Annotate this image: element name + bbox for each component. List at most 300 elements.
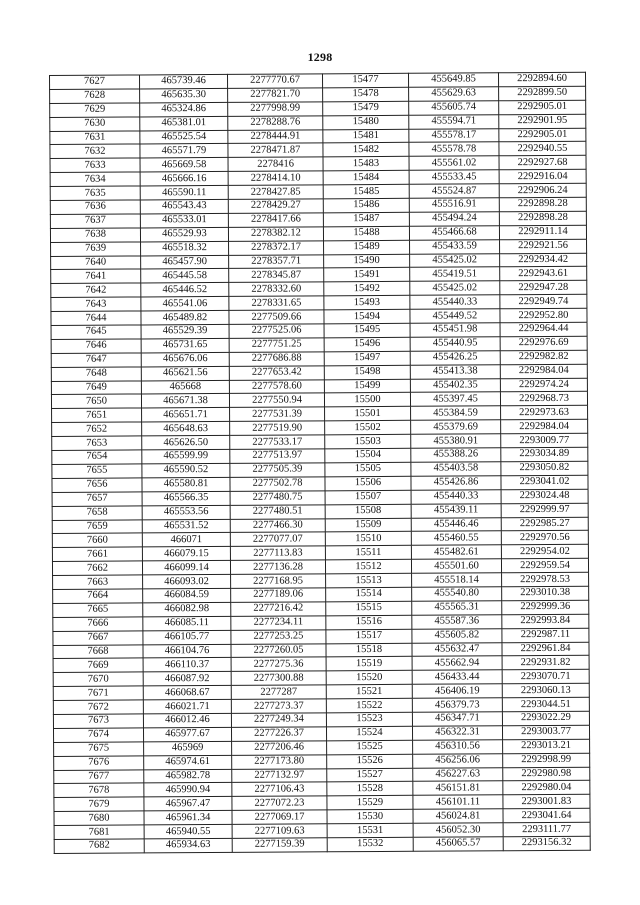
cell-northing-a: 2277466.30 xyxy=(230,518,325,532)
cell-point-id-a: 7682 xyxy=(54,839,144,853)
cell-northing-a: 2277216.42 xyxy=(231,602,326,616)
cell-easting-a: 465671.38 xyxy=(141,394,229,408)
cell-northing-a: 2278471.87 xyxy=(228,143,323,157)
cell-point-id-b: 15509 xyxy=(325,518,411,532)
coordinates-table xyxy=(49,72,591,854)
cell-point-id-a: 7670 xyxy=(53,672,143,686)
cell-point-id-b: 15482 xyxy=(323,143,409,157)
cell-northing-a: 2277480.75 xyxy=(230,491,325,505)
cell-easting-b: 455662.94 xyxy=(412,656,502,670)
cell-easting-a: 465446.52 xyxy=(141,283,229,297)
cell-point-id-b: 15516 xyxy=(326,615,412,629)
cell-point-id-b: 15525 xyxy=(327,740,413,754)
cell-easting-a: 465626.50 xyxy=(142,436,230,450)
cell-easting-b: 455494.24 xyxy=(409,212,499,226)
cell-easting-b: 456406.19 xyxy=(412,684,502,698)
cell-northing-a: 2277275.36 xyxy=(231,657,326,671)
cell-point-id-a: 7673 xyxy=(53,714,143,728)
cell-point-id-b: 15487 xyxy=(323,212,409,226)
cell-northing-a: 2278382.12 xyxy=(228,227,323,241)
cell-easting-a: 465525.54 xyxy=(140,130,228,144)
cell-easting-b: 455578.78 xyxy=(409,142,499,156)
cell-easting-a: 466087.92 xyxy=(143,672,231,686)
cell-northing-b: 2293041.64 xyxy=(503,808,590,822)
cell-northing-a: 2277132.97 xyxy=(232,768,327,782)
cell-easting-a: 465571.79 xyxy=(140,144,228,158)
cell-point-id-a: 7656 xyxy=(52,478,142,492)
cell-easting-a: 465541.06 xyxy=(141,297,229,311)
cell-northing-a: 2277069.17 xyxy=(232,810,327,824)
cell-northing-a: 2277653.42 xyxy=(229,366,324,380)
cell-easting-b: 455440.95 xyxy=(410,337,500,351)
cell-easting-b: 455433.59 xyxy=(410,239,500,253)
cell-easting-b: 456310.56 xyxy=(413,739,503,753)
cell-easting-a: 465489.82 xyxy=(141,311,229,325)
cell-northing-a: 2278414.10 xyxy=(228,171,323,185)
cell-northing-a: 2277525.06 xyxy=(229,324,324,338)
cell-easting-b: 455419.51 xyxy=(410,267,500,281)
cell-point-id-a: 7654 xyxy=(52,450,142,464)
cell-point-id-a: 7658 xyxy=(52,506,142,520)
cell-easting-a: 465533.01 xyxy=(140,213,228,227)
cell-point-id-a: 7681 xyxy=(54,825,144,839)
cell-easting-a: 465553.56 xyxy=(142,505,230,519)
cell-northing-a: 2277578.60 xyxy=(229,379,324,393)
cell-northing-b: 2293070.71 xyxy=(502,670,589,684)
cell-northing-a: 2277686.88 xyxy=(229,352,324,366)
cell-point-id-b: 15527 xyxy=(327,768,413,782)
cell-point-id-a: 7641 xyxy=(51,269,141,283)
cell-northing-b: 2293010.38 xyxy=(502,586,589,600)
cell-point-id-b: 15481 xyxy=(323,129,409,143)
cell-point-id-b: 15519 xyxy=(326,657,412,671)
cell-northing-b: 2292905.01 xyxy=(499,128,586,142)
cell-northing-b: 2292959.54 xyxy=(501,558,588,572)
cell-northing-b: 2292911.14 xyxy=(499,225,586,239)
cell-point-id-a: 7671 xyxy=(53,686,143,700)
cell-point-id-b: 15528 xyxy=(327,782,413,796)
cell-point-id-b: 15480 xyxy=(323,115,409,129)
cell-northing-b: 2292982.82 xyxy=(500,350,587,364)
cell-northing-b: 2293003.77 xyxy=(502,725,589,739)
cell-northing-a: 2278332.60 xyxy=(229,282,324,296)
cell-northing-a: 2277109.63 xyxy=(232,824,327,838)
cell-easting-b: 455460.55 xyxy=(411,531,501,545)
cell-point-id-a: 7650 xyxy=(51,394,141,408)
cell-northing-b: 2292947.28 xyxy=(500,281,587,295)
cell-easting-b: 456322.31 xyxy=(412,726,502,740)
cell-easting-b: 455516.91 xyxy=(409,198,499,212)
cell-easting-a: 466099.14 xyxy=(142,561,230,575)
cell-easting-a: 465518.32 xyxy=(141,241,229,255)
cell-northing-b: 2292931.82 xyxy=(502,656,589,670)
cell-easting-a: 465739.46 xyxy=(140,74,228,88)
cell-northing-a: 2278345.87 xyxy=(229,268,324,282)
cell-easting-b: 455402.35 xyxy=(410,378,500,392)
cell-northing-a: 2278331.65 xyxy=(229,296,324,310)
cell-northing-a: 2277751.25 xyxy=(229,338,324,352)
cell-easting-b: 455446.46 xyxy=(411,517,501,531)
cell-northing-b: 2292970.56 xyxy=(501,531,588,545)
cell-northing-a: 2277821.70 xyxy=(228,88,323,102)
cell-easting-a: 465445.58 xyxy=(141,269,229,283)
cell-northing-a: 2277260.05 xyxy=(231,643,326,657)
cell-easting-b: 455482.61 xyxy=(411,545,501,559)
cell-northing-b: 2292952.80 xyxy=(500,308,587,322)
cell-easting-b: 456052.30 xyxy=(413,823,503,837)
cell-easting-a: 465982.78 xyxy=(144,769,232,783)
cell-easting-a: 466085.11 xyxy=(143,616,231,630)
cell-northing-a: 2277106.43 xyxy=(232,782,327,796)
cell-point-id-b: 15514 xyxy=(326,587,412,601)
cell-northing-b: 2292980.04 xyxy=(503,781,590,795)
cell-northing-b: 2293044.51 xyxy=(502,697,589,711)
cell-northing-a: 2278372.17 xyxy=(229,241,324,255)
cell-northing-b: 2292954.02 xyxy=(501,544,588,558)
cell-point-id-a: 7646 xyxy=(51,339,141,353)
cell-northing-a: 2277234.11 xyxy=(231,616,326,630)
cell-point-id-a: 7660 xyxy=(52,533,142,547)
cell-point-id-a: 7678 xyxy=(54,783,144,797)
cell-easting-b: 456151.81 xyxy=(413,781,503,795)
cell-easting-b: 455380.91 xyxy=(411,434,501,448)
cell-northing-a: 2277189.06 xyxy=(231,588,326,602)
cell-northing-b: 2292974.24 xyxy=(500,378,587,392)
cell-point-id-b: 15522 xyxy=(326,698,412,712)
cell-northing-a: 2277502.78 xyxy=(230,477,325,491)
cell-easting-b: 455501.60 xyxy=(411,559,501,573)
cell-easting-b: 455384.59 xyxy=(411,406,501,420)
cell-point-id-a: 7642 xyxy=(51,283,141,297)
cell-easting-b: 455379.69 xyxy=(411,420,501,434)
cell-point-id-b: 15526 xyxy=(327,754,413,768)
cell-point-id-b: 15520 xyxy=(326,671,412,685)
cell-point-id-a: 7647 xyxy=(51,353,141,367)
cell-northing-b: 2292961.84 xyxy=(502,642,589,656)
cell-northing-a: 2278427.85 xyxy=(228,185,323,199)
cell-easting-a: 465940.55 xyxy=(144,824,232,838)
cell-northing-a: 2278429.27 xyxy=(228,199,323,213)
cell-point-id-a: 7627 xyxy=(50,75,140,89)
cell-easting-b: 455425.02 xyxy=(410,281,500,295)
cell-easting-a: 466012.46 xyxy=(143,713,231,727)
cell-northing-b: 2293041.02 xyxy=(501,475,588,489)
cell-easting-b: 455440.33 xyxy=(411,489,501,503)
cell-easting-a: 465967.47 xyxy=(144,797,232,811)
cell-point-id-a: 7663 xyxy=(53,575,143,589)
cell-easting-a: 465669.58 xyxy=(140,158,228,172)
cell-easting-b: 455578.17 xyxy=(409,128,499,142)
cell-point-id-a: 7631 xyxy=(50,131,140,145)
cell-easting-a: 465969 xyxy=(144,741,232,755)
cell-easting-a: 465668 xyxy=(141,380,229,394)
cell-easting-b: 456101.11 xyxy=(413,795,503,809)
cell-northing-b: 2292921.56 xyxy=(500,239,587,253)
cell-northing-b: 2292899.50 xyxy=(499,86,586,100)
cell-northing-a: 2277173.80 xyxy=(232,754,327,768)
cell-easting-b: 455413.38 xyxy=(410,364,500,378)
cell-easting-a: 465666.16 xyxy=(140,172,228,186)
cell-northing-b: 2293111.77 xyxy=(503,822,590,836)
cell-point-id-a: 7636 xyxy=(50,200,140,214)
cell-northing-b: 2293024.48 xyxy=(501,489,588,503)
cell-point-id-b: 15524 xyxy=(326,726,412,740)
cell-northing-b: 2292984.04 xyxy=(500,364,587,378)
cell-northing-a: 2277136.28 xyxy=(230,560,325,574)
cell-point-id-a: 7675 xyxy=(54,742,144,756)
cell-northing-a: 2277159.39 xyxy=(232,838,327,852)
cell-easting-b: 455594.71 xyxy=(409,114,499,128)
cell-point-id-a: 7661 xyxy=(52,547,142,561)
cell-point-id-b: 15502 xyxy=(325,421,411,435)
cell-easting-a: 465457.90 xyxy=(141,255,229,269)
cell-point-id-a: 7637 xyxy=(50,214,140,228)
cell-northing-a: 2278444.91 xyxy=(228,129,323,143)
cell-northing-b: 2292976.69 xyxy=(500,336,587,350)
cell-easting-a: 465531.52 xyxy=(142,519,230,533)
cell-northing-a: 2277531.39 xyxy=(230,407,325,421)
cell-point-id-b: 15497 xyxy=(324,351,410,365)
cell-easting-a: 466071 xyxy=(142,533,230,547)
cell-point-id-a: 7633 xyxy=(50,158,140,172)
cell-point-id-b: 15507 xyxy=(325,490,411,504)
cell-northing-a: 2277480.51 xyxy=(230,504,325,518)
cell-easting-b: 456256.06 xyxy=(413,753,503,767)
cell-point-id-a: 7672 xyxy=(53,700,143,714)
cell-point-id-a: 7677 xyxy=(54,769,144,783)
cell-northing-a: 2278288.76 xyxy=(228,116,323,130)
cell-easting-b: 455388.26 xyxy=(411,448,501,462)
cell-point-id-b: 15512 xyxy=(325,559,411,573)
cell-point-id-a: 7634 xyxy=(50,172,140,186)
cell-northing-a: 2277226.37 xyxy=(231,727,326,741)
cell-point-id-b: 15489 xyxy=(324,240,410,254)
cell-easting-b: 456433.44 xyxy=(412,670,502,684)
cell-northing-b: 2292968.73 xyxy=(500,392,587,406)
cell-northing-b: 2292973.63 xyxy=(501,406,588,420)
cell-northing-a: 2277300.88 xyxy=(231,671,326,685)
cell-easting-b: 455518.14 xyxy=(412,573,502,587)
cell-easting-a: 465590.11 xyxy=(140,186,228,200)
cell-northing-a: 2277287 xyxy=(231,685,326,699)
cell-point-id-a: 7644 xyxy=(51,311,141,325)
cell-easting-a: 466068.67 xyxy=(143,686,231,700)
cell-easting-a: 466079.15 xyxy=(142,547,230,561)
cell-easting-b: 455632.47 xyxy=(412,642,502,656)
cell-point-id-b: 15477 xyxy=(322,73,408,87)
cell-easting-a: 465934.63 xyxy=(144,838,232,852)
cell-point-id-a: 7628 xyxy=(50,89,140,103)
cell-northing-a: 2277072.23 xyxy=(232,796,327,810)
cell-northing-a: 2277509.66 xyxy=(229,310,324,324)
cell-easting-a: 465590.52 xyxy=(142,463,230,477)
cell-northing-b: 2293156.32 xyxy=(503,836,590,850)
cell-easting-a: 466082.98 xyxy=(143,602,231,616)
cell-easting-b: 455425.02 xyxy=(410,253,500,267)
cell-easting-a: 466105.77 xyxy=(143,630,231,644)
cell-easting-b: 456065.57 xyxy=(413,837,503,851)
cell-point-id-a: 7662 xyxy=(52,561,142,575)
cell-easting-b: 455540.80 xyxy=(412,587,502,601)
cell-point-id-b: 15501 xyxy=(325,407,411,421)
cell-northing-b: 2293001.83 xyxy=(503,795,590,809)
cell-point-id-a: 7657 xyxy=(52,492,142,506)
cell-easting-a: 466093.02 xyxy=(143,574,231,588)
cell-easting-a: 465324.86 xyxy=(140,102,228,116)
cell-easting-b: 455439.11 xyxy=(411,503,501,517)
cell-point-id-b: 15500 xyxy=(324,393,410,407)
cell-point-id-b: 15517 xyxy=(326,629,412,643)
cell-point-id-b: 15531 xyxy=(327,823,413,837)
cell-easting-a: 466104.76 xyxy=(143,644,231,658)
cell-easting-a: 465566.35 xyxy=(142,491,230,505)
cell-northing-a: 2277550.94 xyxy=(229,393,324,407)
cell-easting-b: 455466.68 xyxy=(409,226,499,240)
cell-easting-b: 455524.87 xyxy=(409,184,499,198)
cell-easting-a: 465635.30 xyxy=(140,88,228,102)
cell-easting-b: 455605.74 xyxy=(409,101,499,115)
cell-point-id-b: 15518 xyxy=(326,643,412,657)
cell-point-id-a: 7640 xyxy=(51,256,141,270)
cell-point-id-b: 15483 xyxy=(323,157,409,171)
cell-northing-b: 2292987.11 xyxy=(502,628,589,642)
cell-easting-b: 455426.25 xyxy=(410,351,500,365)
cell-point-id-b: 15508 xyxy=(325,504,411,518)
cell-northing-a: 2277770.67 xyxy=(227,74,322,88)
cell-easting-a: 466084.59 xyxy=(143,588,231,602)
cell-easting-b: 456227.63 xyxy=(413,767,503,781)
cell-northing-a: 2277077.07 xyxy=(230,532,325,546)
cell-point-id-b: 15488 xyxy=(323,226,409,240)
cell-point-id-a: 7668 xyxy=(53,644,143,658)
cell-northing-a: 2277168.95 xyxy=(231,574,326,588)
cell-easting-b: 455403.58 xyxy=(411,462,501,476)
cell-northing-b: 2292949.74 xyxy=(500,294,587,308)
cell-easting-b: 455533.45 xyxy=(409,170,499,184)
cell-easting-a: 465529.39 xyxy=(141,324,229,338)
cell-northing-a: 2278357.71 xyxy=(229,254,324,268)
cell-easting-b: 455451.98 xyxy=(410,323,500,337)
cell-point-id-b: 15479 xyxy=(323,101,409,115)
cell-point-id-b: 15513 xyxy=(326,573,412,587)
cell-easting-a: 466110.37 xyxy=(143,658,231,672)
page-number: 1298 xyxy=(307,50,333,64)
cell-northing-b: 2292905.01 xyxy=(499,100,586,114)
cell-point-id-a: 7632 xyxy=(50,144,140,158)
cell-point-id-b: 15530 xyxy=(327,809,413,823)
cell-point-id-a: 7629 xyxy=(50,103,140,117)
cell-northing-b: 2292927.68 xyxy=(499,156,586,170)
cell-point-id-b: 15529 xyxy=(327,796,413,810)
cell-northing-b: 2293060.13 xyxy=(502,683,589,697)
cell-point-id-b: 15521 xyxy=(326,684,412,698)
cell-easting-a: 465977.67 xyxy=(143,727,231,741)
cell-point-id-b: 15506 xyxy=(325,476,411,490)
cell-point-id-a: 7649 xyxy=(51,381,141,395)
cell-northing-b: 2292940.55 xyxy=(499,142,586,156)
cell-northing-b: 2292964.44 xyxy=(500,322,587,336)
cell-point-id-a: 7676 xyxy=(54,756,144,770)
cell-point-id-a: 7680 xyxy=(54,811,144,825)
cell-northing-b: 2292894.60 xyxy=(498,72,585,86)
cell-easting-a: 465651.71 xyxy=(142,408,230,422)
cell-easting-a: 465543.43 xyxy=(140,199,228,213)
cell-northing-b: 2292898.28 xyxy=(499,197,586,211)
cell-northing-b: 2292943.61 xyxy=(500,267,587,281)
cell-easting-a: 465621.56 xyxy=(141,366,229,380)
cell-northing-b: 2293009.77 xyxy=(501,433,588,447)
cell-northing-b: 2292978.53 xyxy=(502,572,589,586)
cell-point-id-b: 15478 xyxy=(323,87,409,101)
cell-northing-a: 2278416 xyxy=(228,157,323,171)
cell-northing-b: 2293013.21 xyxy=(503,739,590,753)
cell-point-id-b: 15495 xyxy=(324,323,410,337)
cell-northing-b: 2292999.97 xyxy=(501,503,588,517)
cell-point-id-b: 15485 xyxy=(323,184,409,198)
cell-northing-a: 2277113.83 xyxy=(230,546,325,560)
cell-northing-a: 2277519.90 xyxy=(230,421,325,435)
cell-northing-a: 2277206.46 xyxy=(232,741,327,755)
cell-northing-b: 2292916.04 xyxy=(499,169,586,183)
cell-point-id-b: 15484 xyxy=(323,171,409,185)
cell-northing-b: 2292985.27 xyxy=(501,517,588,531)
cell-northing-b: 2292934.42 xyxy=(500,253,587,267)
cell-northing-a: 2277533.17 xyxy=(230,435,325,449)
cell-point-id-a: 7674 xyxy=(53,728,143,742)
cell-point-id-b: 15503 xyxy=(325,434,411,448)
cell-point-id-b: 15492 xyxy=(324,282,410,296)
cell-northing-a: 2277253.25 xyxy=(231,629,326,643)
coordinates-table-wrapper xyxy=(49,72,590,854)
cell-easting-b: 455605.82 xyxy=(412,628,502,642)
cell-point-id-b: 15486 xyxy=(323,198,409,212)
cell-northing-a: 2277998.99 xyxy=(228,102,323,116)
cell-easting-b: 455629.63 xyxy=(409,87,499,101)
cell-point-id-b: 15490 xyxy=(324,254,410,268)
cell-easting-b: 455397.45 xyxy=(410,392,500,406)
cell-easting-b: 455561.02 xyxy=(409,156,499,170)
cell-northing-b: 2292906.24 xyxy=(499,183,586,197)
cell-easting-a: 465529.93 xyxy=(140,227,228,241)
cell-point-id-a: 7666 xyxy=(53,617,143,631)
cell-point-id-b: 15499 xyxy=(324,379,410,393)
cell-easting-b: 455449.52 xyxy=(410,309,500,323)
cell-point-id-a: 7630 xyxy=(50,117,140,131)
cell-easting-b: 455440.33 xyxy=(410,295,500,309)
cell-point-id-a: 7665 xyxy=(53,603,143,617)
cell-point-id-a: 7669 xyxy=(53,658,143,672)
cell-point-id-a: 7635 xyxy=(50,186,140,200)
cell-northing-b: 2293022.29 xyxy=(502,711,589,725)
cell-point-id-a: 7643 xyxy=(51,297,141,311)
cell-easting-b: 456024.81 xyxy=(413,809,503,823)
cell-point-id-b: 15523 xyxy=(326,712,412,726)
cell-northing-b: 2292984.04 xyxy=(501,419,588,433)
cell-point-id-a: 7667 xyxy=(53,631,143,645)
cell-easting-a: 465731.65 xyxy=(141,338,229,352)
cell-easting-a: 465676.06 xyxy=(141,352,229,366)
cell-easting-a: 465381.01 xyxy=(140,116,228,130)
cell-easting-b: 455565.31 xyxy=(412,601,502,615)
cell-point-id-a: 7659 xyxy=(52,519,142,533)
cell-point-id-b: 15498 xyxy=(324,365,410,379)
cell-point-id-a: 7664 xyxy=(53,589,143,603)
cell-easting-a: 465990.94 xyxy=(144,783,232,797)
cell-easting-a: 465974.61 xyxy=(144,755,232,769)
cell-northing-b: 2292898.28 xyxy=(499,211,586,225)
table-body xyxy=(50,72,591,853)
cell-northing-b: 2293050.82 xyxy=(501,461,588,475)
